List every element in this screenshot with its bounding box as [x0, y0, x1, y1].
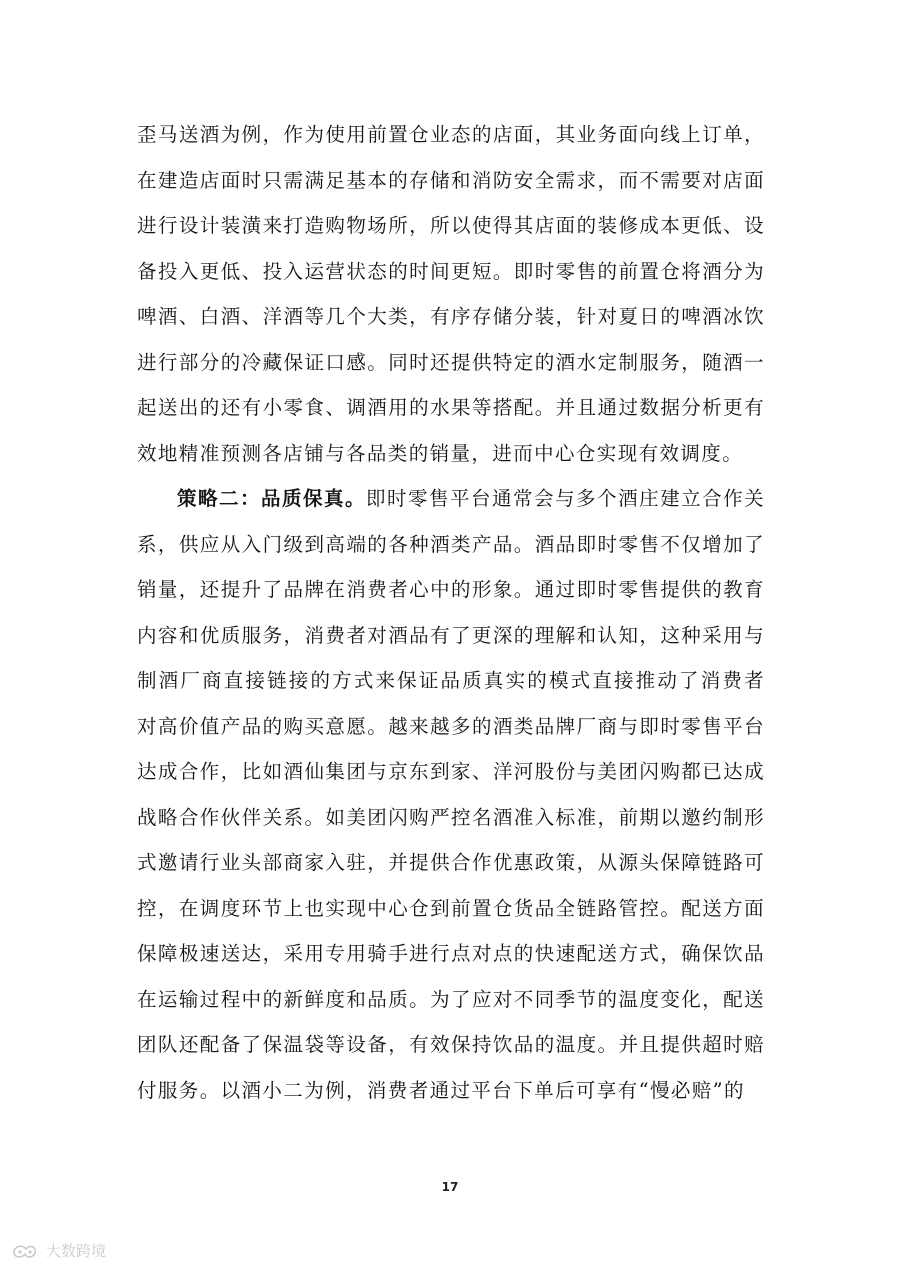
- text-line: 进行设计装潢来打造购物场所，所以使得其店面的装修成本更低、设: [137, 214, 765, 237]
- text-line: 销量，还提升了品牌在消费者心中的形象。通过即时零售提供的教育: [137, 578, 765, 601]
- text-line: 控，在调度环节上也实现中心仓到前置仓货品全链路管控。配送方面: [137, 896, 765, 920]
- text-line: 在建造店面时只需满足基本的存储和消防安全需求，而不需要对店面: [137, 168, 765, 192]
- text-line: 制酒厂商直接链接的方式来保证品质真实的模式直接推动了消费者: [137, 669, 765, 692]
- text-line: 内容和优质服务，消费者对酒品有了更深的理解和认知，这种采用与: [137, 623, 765, 647]
- text-line: 备投入更低、投入运营状态的时间更短。即时零售的前置仓将酒分为: [137, 259, 765, 283]
- text-line: 在运输过程中的新鲜度和品质。为了应对不同季节的温度变化，配送: [137, 987, 765, 1011]
- text-line: 团队还配备了保温袋等设备，有效保持饮品的温度。并且提供超时赔: [137, 1033, 765, 1056]
- watermark: [10, 1240, 106, 1261]
- page-number: 17: [441, 1180, 459, 1194]
- watermark-logo-icon: [10, 1241, 40, 1261]
- text-line: 效地精准预测各店铺与各品类的销量，进而中心仓实现有效调度。: [137, 441, 744, 465]
- body-text: [137, 112, 765, 1113]
- strategy-first-line-text: 即时零售平台通常会与多个酒庄建立合作关: [366, 487, 765, 510]
- text-line: 保障极速送达，采用专用骑手进行点对点的快速配送方式，确保饮品: [137, 942, 765, 965]
- text-line: 达成合作，比如酒仙集团与京东到家、洋河股份与美团闪购都已达成: [137, 760, 765, 783]
- text-line: 进行部分的冷藏保证口感。同时还提供特定的酒水定制服务，随酒一: [137, 350, 765, 374]
- strategy-heading: 策略二：品质保真。: [177, 487, 367, 510]
- text-line: 起送出的还有小零食、调酒用的水果等搭配。并且通过数据分析更有: [137, 396, 765, 419]
- watermark-text: 大数跨境: [46, 1242, 107, 1260]
- strategy-first-line: [137, 476, 765, 522]
- text-line: 对高价值产品的购买意愿。越来越多的酒类品牌厂商与即时零售平台: [137, 714, 765, 738]
- text-line: 歪马送酒为例，作为使用前置仓业态的店面，其业务面向线上订单，: [137, 123, 765, 146]
- text-line: 式邀请行业头部商家入驻，并提供合作优惠政策，从源头保障链路可: [137, 851, 765, 874]
- text-line: 战略合作伙伴关系。如美团闪购严控名酒准入标准，前期以邀约制形: [137, 805, 765, 829]
- text-line: 啤酒、白酒、洋酒等几个大类，有序存储分装，针对夏日的啤酒冰饮: [137, 305, 765, 328]
- text-line: 付服务。以酒小二为例，消费者通过平台下单后可享有“慢必赔”的: [137, 1078, 745, 1102]
- text-line: 系，供应从入门级到高端的各种酒类产品。酒品即时零售不仅增加了: [137, 532, 765, 556]
